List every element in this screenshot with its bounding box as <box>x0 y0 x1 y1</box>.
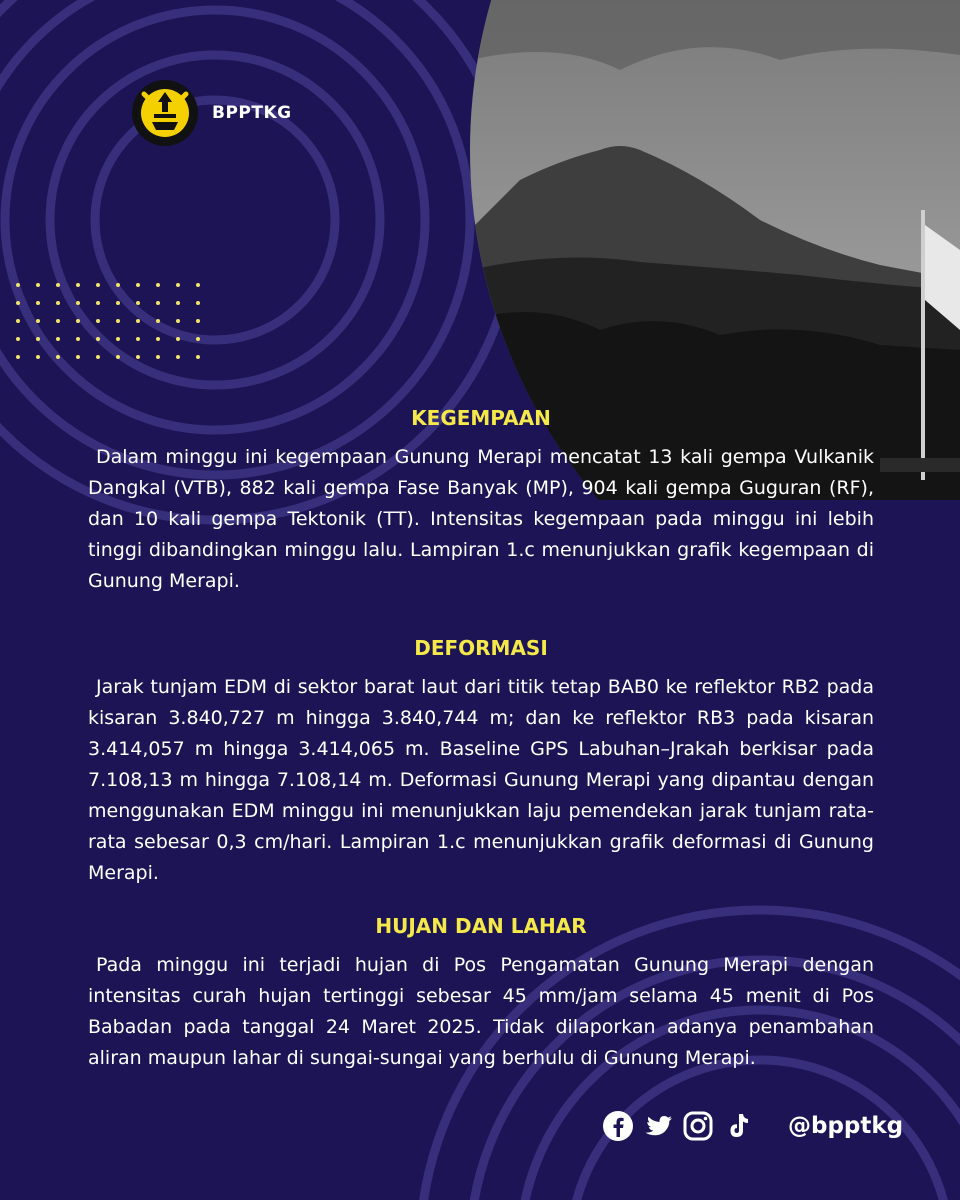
brand-logo <box>130 78 292 148</box>
section-heading: DEFORMASI <box>414 636 548 660</box>
section-deformasi <box>88 636 874 889</box>
section-body: Dalam minggu ini kegempaan Gunung Merapi mencatat 13 kali gempa Vulkanik Dangkal (VTB), 882 kali gempa Fase Banyak (MP), 904 kali gempa Guguran (RF), dan 10 kali gempa Tektonik (TT). Intensitas kegempaan pada minggu ini lebih tinggi dibandingkan minggu lalu. Lampiran 1.c menunjukkan grafik kegempaan di Gunung Merapi. <box>88 446 874 592</box>
section-kegempaan <box>88 406 874 597</box>
twitter-icon[interactable] <box>642 1110 674 1142</box>
section-body: Pada minggu ini terjadi hujan di Pos Pengamatan Gunung Merapi dengan intensitas curah hujan tertinggi sebesar 45 mm/jam selama 45 menit di Pos Babadan pada tanggal 24 Maret 2025. Tidak dilaporkan adanya penambahan aliran maupun lahar di sungai-sungai yang berhulu di Gunung Merapi. <box>88 954 874 1069</box>
social-links <box>602 1110 903 1142</box>
section-heading: HUJAN DAN LAHAR <box>375 914 587 938</box>
facebook-icon[interactable] <box>602 1110 634 1142</box>
tiktok-icon[interactable] <box>722 1110 754 1142</box>
section-heading: KEGEMPAAN <box>411 406 551 430</box>
section-hujan-dan-lahar <box>88 914 874 1074</box>
section-body: Jarak tunjam EDM di sektor barat laut dari titik tetap BAB0 ke reflektor RB2 pada kisaran 3.840,727 m hingga 3.840,744 m; dan ke reflektor RB3 pada kisaran 3.414,057 m hingga 3.414,065 m. Baseline GPS Labuhan–Jrakah berkisar pada 7.108,13 m hingga 7.108,14 m. Deformasi Gunung Merapi yang dipantau dengan menggunakan EDM minggu ini menunjukkan laju pemendekan jarak tunjam rata-rata sebesar 0,3 cm/hari. Lampiran 1.c menunjukkan grafik deformasi di Gunung Merapi. <box>88 676 874 884</box>
esdm-emblem-icon <box>130 78 200 148</box>
instagram-icon[interactable] <box>682 1110 714 1142</box>
dot-grid-decoration <box>16 283 202 359</box>
social-handle[interactable]: @bpptkg <box>788 1113 904 1139</box>
brand-name: BPPTKG <box>212 103 292 123</box>
